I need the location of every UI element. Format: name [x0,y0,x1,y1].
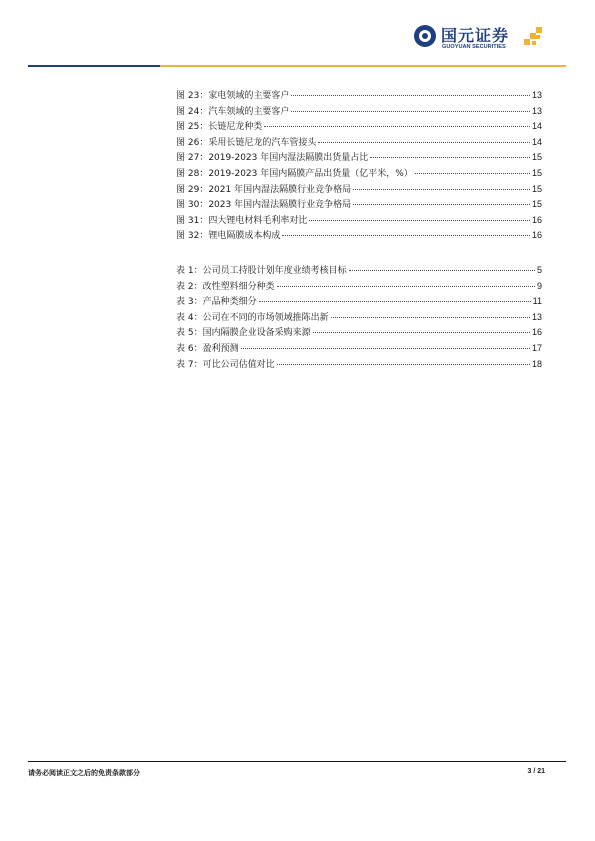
toc-entry-label: 表 3：产品种类细分 [176,297,257,308]
toc-entry-label: 图 28：2019-2023 年国内隔膜产品出货量（亿平米，%） [176,168,413,179]
toc-entry-label: 表 6：盈利预测 [176,343,239,354]
toc-entry-label: 图 30：2023 年国内湿法隔膜行业竞争格局 [176,200,352,211]
footer-page-number: 3 / 21 [527,768,545,775]
toc-entry-page: 11 [532,296,542,307]
toc-entry-label: 表 7：可比公司估值对比 [176,359,275,370]
leader-dots [349,261,535,271]
toc-entry-page: 15 [531,199,542,210]
toc-entry[interactable] [176,228,542,244]
leader-dots [415,164,530,174]
toc-entry-page: 15 [531,183,542,194]
toc-entry-page: 16 [531,230,542,241]
toc-entry-page: 13 [531,90,542,100]
toc-entry-page: 14 [531,136,542,147]
leader-dots [277,277,535,287]
toc-entry-label: 图 23：家电领域的主要客户 [176,91,290,101]
toc-entry-page: 15 [531,152,542,163]
toc-entry-page: 9 [536,280,542,291]
toc-entry-page: 16 [531,327,542,338]
toc-entry-page: 18 [531,358,542,369]
leader-dots [291,102,530,112]
leader-dots [309,211,530,221]
toc-entry-page: 14 [531,121,542,132]
toc-entry-label: 图 27：2019-2023 年国内湿法隔膜出货量占比 [176,153,369,164]
toc-entry-label: 图 31：四大锂电材料毛利率对比 [176,215,308,226]
toc-entry-page: 15 [531,167,542,178]
toc-entry-label: 表 2：改性塑料细分种类 [176,281,275,292]
company-logo [414,22,544,56]
leader-dots [353,180,530,190]
figure-list [176,88,542,244]
logo-subtitle: GUOYUAN SECURITIES [442,44,506,50]
footer-disclaimer: 请务必阅读正文之后的免责条款部分 [28,769,140,777]
leader-dots [318,133,530,143]
leader-dots [291,86,530,96]
header-divider-orange [160,65,566,67]
toc-entry-label: 表 5：国内隔膜企业设备采购来源 [176,328,311,339]
leader-dots [241,339,530,349]
leader-dots [313,323,530,333]
logo-mark-icon [524,27,544,47]
toc-entry-label: 表 1：公司员工持股计划年度业绩考核目标 [176,266,347,276]
toc-entry-page: 16 [531,214,542,225]
leader-dots [282,226,530,236]
toc-entry-label: 表 4：公司在不同的市场领域推陈出新 [176,312,329,323]
toc-entry-page: 5 [536,265,542,275]
logo-name: 国元证券 [441,26,510,45]
toc-entry-page: 13 [531,105,542,116]
table-list [176,263,542,372]
toc-entry-label: 图 32：锂电隔膜成本构成 [176,231,281,242]
toc-entry[interactable] [176,357,542,373]
logo-circle-icon [414,25,436,47]
toc-entry-label: 图 29：2021 年国内湿法隔膜行业竞争格局 [176,184,352,195]
leader-dots [331,308,530,318]
header-divider-blue [28,65,160,67]
toc-entry-label: 图 26：采用长链尼龙的汽车管接头 [176,137,317,148]
leader-dots [370,148,530,158]
toc-entry-label: 图 24：汽车领域的主要客户 [176,106,290,117]
toc-entry-label: 图 25：长链尼龙种类 [176,122,263,133]
footer-divider [28,761,566,762]
toc-entry-page: 13 [531,311,542,322]
leader-dots [259,292,531,302]
leader-dots [264,117,530,127]
toc-entry-page: 17 [531,342,542,353]
leader-dots [353,195,530,205]
leader-dots [277,355,530,365]
